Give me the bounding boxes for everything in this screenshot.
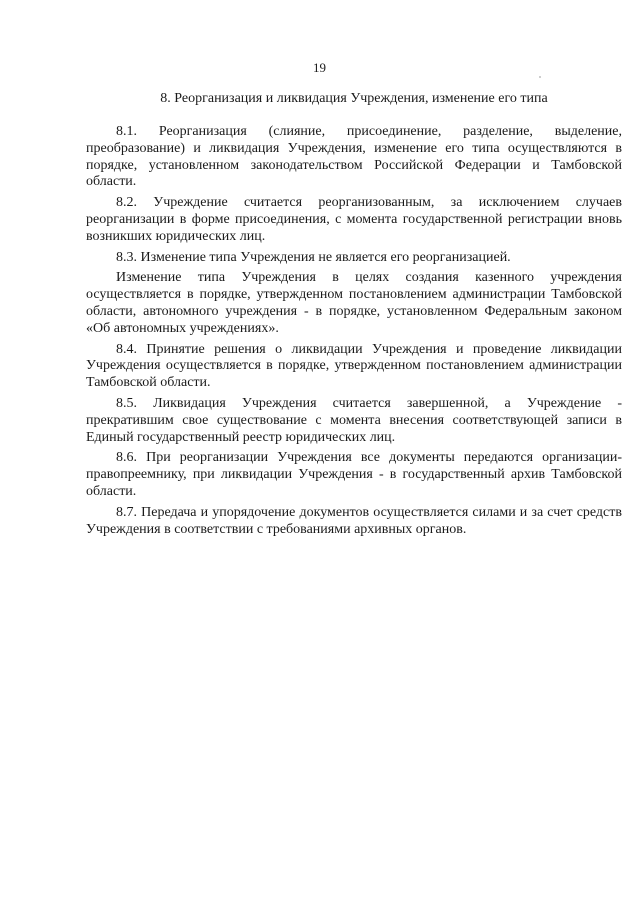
scan-speck	[539, 76, 541, 78]
paragraph-8-2: 8.2. Учреждение считается реорганизованным, за исключением случаев реорганизации в форме присоединения, с момента государственной регистрации вновь возникших юридических лиц.	[86, 195, 622, 244]
page-number: 19	[313, 60, 326, 75]
paragraph-8-1: 8.1. Реорганизация (слияние, присоединение, разделение, выделение, преобразование) и ликвидация Учреждения, изменение его типа осуществляются в порядке, установленном законодательством Российской Федерации и Тамбовской области.	[86, 124, 622, 190]
paragraph-8-3-continuation: Изменение типа Учреждения в целях создания казенного учреждения осуществляется в порядке, утвержденном постановлением администрации Тамбовской области, автономного учреждения - в порядке, установленном Федеральным законом «Об автономных учреждениях».	[86, 270, 622, 336]
section-title: 8. Реорганизация и ликвидация Учреждения, изменение его типа	[160, 91, 548, 106]
document-body	[86, 124, 622, 542]
paragraph-8-3: 8.3. Изменение типа Учреждения не является его реорганизацией.	[116, 249, 511, 265]
paragraph-8-7: 8.7. Передача и упорядочение документов осуществляется силами и за счет средств Учреждения в соответствии с требованиями архивных органов.	[86, 504, 622, 537]
paragraph-8-4: 8.4. Принятие решения о ликвидации Учреждения и проведение ликвидации Учреждения осуществляется в порядке, утвержденном постановлением администрации Тамбовской области.	[86, 341, 622, 391]
paragraph-8-6: 8.6. При реорганизации Учреждения все документы передаются организации-правопреемнику, при ликвидации Учреждения - в государственный архив Тамбовской области.	[86, 450, 622, 499]
paragraph-8-5: 8.5. Ликвидация Учреждения считается завершенной, а Учреждение - прекратившим свое существование с момента внесения соответствующей записи в Единый государственный реестр юридических лиц.	[86, 395, 622, 445]
